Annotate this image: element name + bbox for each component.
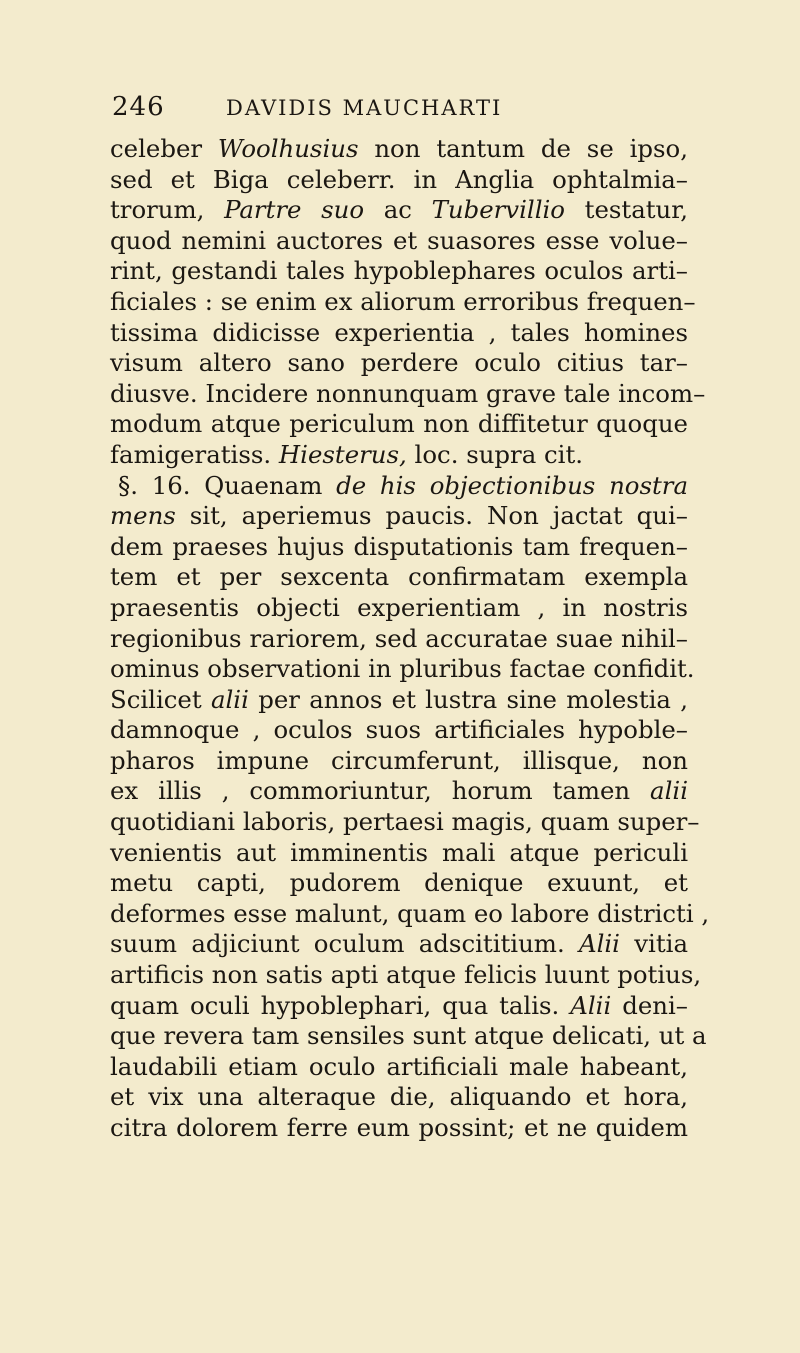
italic-text: Partre suo — [224, 195, 365, 225]
text-line — [110, 898, 710, 930]
text-line — [110, 624, 688, 655]
text-segment: visum altero sano perdere oculo citius tar– — [110, 348, 688, 378]
text-segment: dem praeses hujus disputationis tam frequen– — [110, 531, 688, 561]
text-segment: loc. supra cit. — [406, 439, 584, 469]
text-segment: citra dolorem ferre eum possint; et ne quidem — [110, 1113, 688, 1142]
text-segment: famigeratiss. — [110, 439, 279, 469]
text-line — [110, 715, 688, 746]
text-segment: artificis non satis apti atque felicis luunt potius, — [110, 960, 702, 990]
text-line — [110, 960, 702, 991]
text-line — [110, 256, 688, 287]
text-line — [110, 286, 696, 318]
italic-text: alii — [210, 684, 249, 714]
text-segment: ex illis , commoriuntur, horum tamen — [110, 776, 651, 806]
text-segment: per annos et lustra sine molestia , — [248, 684, 689, 714]
text-segment: quotidiani laboris, pertaesi magis, quam super– — [110, 807, 700, 837]
text-line — [110, 532, 688, 563]
text-segment: diusve. Incidere nonnunquam grave tale incom– — [110, 378, 706, 408]
text-segment: quam oculi hypoblephari, qua talis. — [110, 990, 571, 1020]
text-segment: modum atque periculum non diffitetur quoque — [110, 409, 688, 439]
text-line — [110, 1052, 688, 1083]
text-line — [110, 440, 688, 471]
text-line — [110, 776, 688, 807]
text-segment: regionibus rariorem, sed accuratae suae nihil– — [110, 623, 688, 653]
text-line — [110, 1082, 688, 1113]
text-line — [110, 471, 688, 502]
text-segment: praesentis objecti experientiam , in nostris — [110, 592, 688, 622]
italic-text: de his objectionibus nostra — [336, 470, 688, 500]
page-number: 246 — [112, 92, 165, 122]
text-line — [110, 378, 706, 410]
text-segment: que revera tam sensiles sunt atque delicati, ut a — [110, 1021, 707, 1051]
text-segment: §. 16. Quaenam — [118, 470, 337, 500]
text-segment: tem et per sexcenta confirmatam exempla — [110, 562, 688, 592]
text-segment: metu capti, pudorem denique exuunt, et — [110, 868, 688, 898]
text-segment: non tantum de se ipso, — [358, 134, 688, 163]
text-line — [110, 807, 700, 838]
text-line — [110, 838, 688, 869]
text-segment: ominus observationi in pluribus factae confidit. — [110, 654, 695, 684]
text-segment: deformes esse malunt, quam eo labore districti , — [110, 898, 710, 928]
text-line — [110, 1113, 688, 1144]
page-header — [112, 92, 672, 122]
text-line — [110, 654, 695, 685]
text-line — [110, 746, 688, 777]
text-segment: Scilicet — [110, 684, 211, 714]
italic-text: Tubervillio — [431, 195, 565, 225]
text-segment: trorum, — [110, 195, 225, 225]
text-line — [110, 685, 688, 716]
text-segment: venientis aut imminentis mali atque periculi — [110, 837, 688, 867]
text-line — [110, 165, 688, 196]
text-segment: damnoque , oculos suos artificiales hypoble– — [110, 715, 688, 745]
italic-text: Woolhusius — [217, 134, 359, 163]
italic-text: Hiesterus, — [278, 439, 407, 469]
italic-text: Alii — [578, 929, 620, 959]
text-segment: tissima didicisse experientia , tales homines — [110, 317, 688, 347]
text-line — [110, 991, 688, 1022]
text-segment: vitia — [620, 929, 688, 959]
text-segment: celeber — [110, 134, 218, 163]
text-line — [110, 409, 688, 440]
text-segment: suum adjiciunt oculum adscititium. — [110, 929, 579, 959]
italic-text: mens — [110, 501, 176, 531]
text-line — [110, 348, 688, 379]
text-segment: ficiales : se enim ex aliorum erroribus frequen– — [110, 286, 696, 316]
text-line — [110, 868, 688, 899]
body-text — [110, 134, 710, 1144]
text-line — [110, 1021, 707, 1052]
text-segment: ac — [364, 195, 432, 225]
text-segment: sit, aperiemus paucis. Non jactat qui– — [175, 501, 688, 531]
text-segment: quod nemini auctores et suasores esse volue– — [110, 225, 688, 255]
text-line — [110, 593, 688, 624]
italic-text: Alii — [570, 990, 612, 1020]
text-segment: deni– — [611, 990, 688, 1020]
text-line — [110, 562, 688, 593]
text-segment: sed et Biga celeberr. in Anglia ophtalmia– — [110, 164, 688, 194]
text-segment: laudabili etiam oculo artificiali male habeant, — [110, 1051, 688, 1081]
text-line — [110, 195, 688, 226]
text-line — [110, 318, 688, 349]
text-line — [110, 226, 688, 257]
italic-text: alii — [650, 776, 688, 806]
text-line — [110, 501, 688, 532]
text-segment: testatur, — [564, 195, 688, 225]
text-segment: et vix una alteraque die, aliquando et hora, — [110, 1082, 688, 1112]
text-line — [110, 929, 688, 960]
running-title: DAVIDIS MAUCHARTI — [226, 96, 503, 120]
text-segment: pharos impune circumferunt, illisque, non — [110, 745, 688, 775]
text-line — [110, 134, 688, 165]
text-segment: rint, gestandi tales hypoblephares oculos arti– — [110, 256, 688, 286]
